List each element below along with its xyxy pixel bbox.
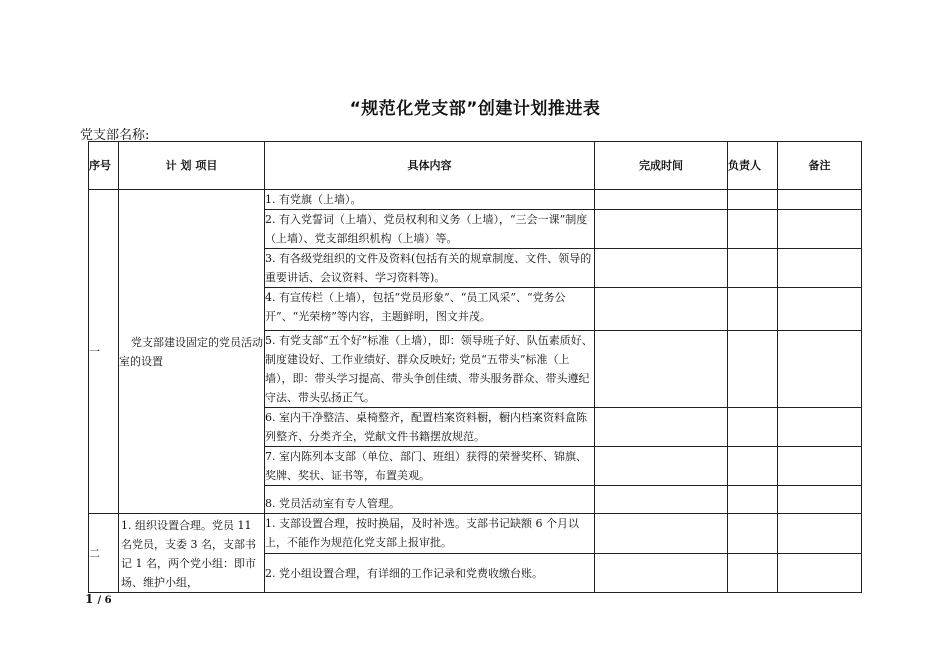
note-cell bbox=[778, 554, 862, 593]
plan-table bbox=[88, 141, 862, 593]
content-item: 2. 有入党誓词（上墙）、党员权利和义务（上墙），“三会一课”制度（上墙）、党支部组织机构（上墙）等。 bbox=[265, 210, 595, 249]
time-cell bbox=[595, 447, 728, 486]
current-page: 1 bbox=[85, 592, 94, 606]
content-item: 7. 室内陈列本支部（单位、部门、班组）获得的荣誉奖杯、锦旗、奖牌、奖状、证书等，布置美观。 bbox=[265, 447, 595, 486]
content-item: 4. 有宣传栏（上墙），包括“党员形象”、“员工风采”、“党务公开”、“光荣榜”等内容，主题鲜明，图文并茂。 bbox=[265, 288, 595, 331]
table-row bbox=[89, 190, 862, 210]
header-note: 备注 bbox=[778, 142, 862, 190]
time-cell bbox=[595, 249, 728, 288]
time-cell bbox=[595, 190, 728, 210]
owner-cell bbox=[728, 408, 778, 447]
document-title: “规范化党支部”创建计划推进表 bbox=[349, 99, 601, 119]
time-cell bbox=[595, 408, 728, 447]
note-cell bbox=[778, 249, 862, 288]
note-cell bbox=[778, 331, 862, 408]
section-project: 1. 组织设置合理。党员 11 名党员，支委 3 名，支部书记 1 名，两个党小组：即市场、维护小组， bbox=[119, 514, 265, 593]
section-number: 二 bbox=[89, 514, 119, 593]
time-cell bbox=[595, 331, 728, 408]
branch-name-label: 党支部名称: bbox=[80, 128, 150, 143]
owner-cell bbox=[728, 210, 778, 249]
page-number bbox=[85, 592, 112, 606]
owner-cell bbox=[728, 486, 778, 514]
section-number: 一 bbox=[89, 190, 119, 514]
note-cell bbox=[778, 408, 862, 447]
owner-cell bbox=[728, 190, 778, 210]
owner-cell bbox=[728, 447, 778, 486]
table-header-row bbox=[89, 142, 862, 190]
time-cell bbox=[595, 514, 728, 554]
owner-cell bbox=[728, 514, 778, 554]
section-project: 党支部建设固定的党员活动室的设置 bbox=[119, 190, 265, 514]
note-cell bbox=[778, 288, 862, 331]
note-cell bbox=[778, 486, 862, 514]
owner-cell bbox=[728, 331, 778, 408]
owner-cell bbox=[728, 249, 778, 288]
time-cell bbox=[595, 288, 728, 331]
header-time: 完成时间 bbox=[595, 142, 728, 190]
table-row bbox=[89, 514, 862, 554]
time-cell bbox=[595, 554, 728, 593]
content-item: 1. 支部设置合理，按时换届，及时补选。支部书记缺额 6 个月以上，不能作为规范化党支部上报审批。 bbox=[265, 514, 595, 554]
content-item: 2. 党小组设置合理，有详细的工作记录和党费收缴台账。 bbox=[265, 554, 595, 593]
content-item: 8. 党员活动室有专人管理。 bbox=[265, 486, 595, 514]
note-cell bbox=[778, 447, 862, 486]
header-content: 具体内容 bbox=[265, 142, 595, 190]
header-no: 序号 bbox=[89, 142, 119, 190]
owner-cell bbox=[728, 554, 778, 593]
time-cell bbox=[595, 210, 728, 249]
total-pages: / 6 bbox=[97, 595, 112, 606]
content-item: 6. 室内干净整洁、桌椅整齐，配置档案资料橱，橱内档案资料盒陈列整齐、分类齐全，党献文件书籍摆放规范。 bbox=[265, 408, 595, 447]
note-cell bbox=[778, 514, 862, 554]
content-item: 5. 有党支部“五个好”标准（上墙），即：领导班子好、队伍素质好、制度建设好、工作业绩好、群众反映好; 党员“五带头”标准（上墙），即：带头学习提高、带头争创佳绩、带头服务群众、带头遵纪守法、带头弘扬正气。 bbox=[265, 331, 595, 408]
header-project: 计 划 项目 bbox=[119, 142, 265, 190]
time-cell bbox=[595, 486, 728, 514]
owner-cell bbox=[728, 288, 778, 331]
content-item: 1. 有党旗（上墙）。 bbox=[265, 190, 595, 210]
content-item: 3. 有各级党组织的文件及资料(包括有关的规章制度、文件、领导的重要讲话、会议资料、学习资料等)。 bbox=[265, 249, 595, 288]
note-cell bbox=[778, 210, 862, 249]
note-cell bbox=[778, 190, 862, 210]
header-owner: 负责人 bbox=[728, 142, 778, 190]
